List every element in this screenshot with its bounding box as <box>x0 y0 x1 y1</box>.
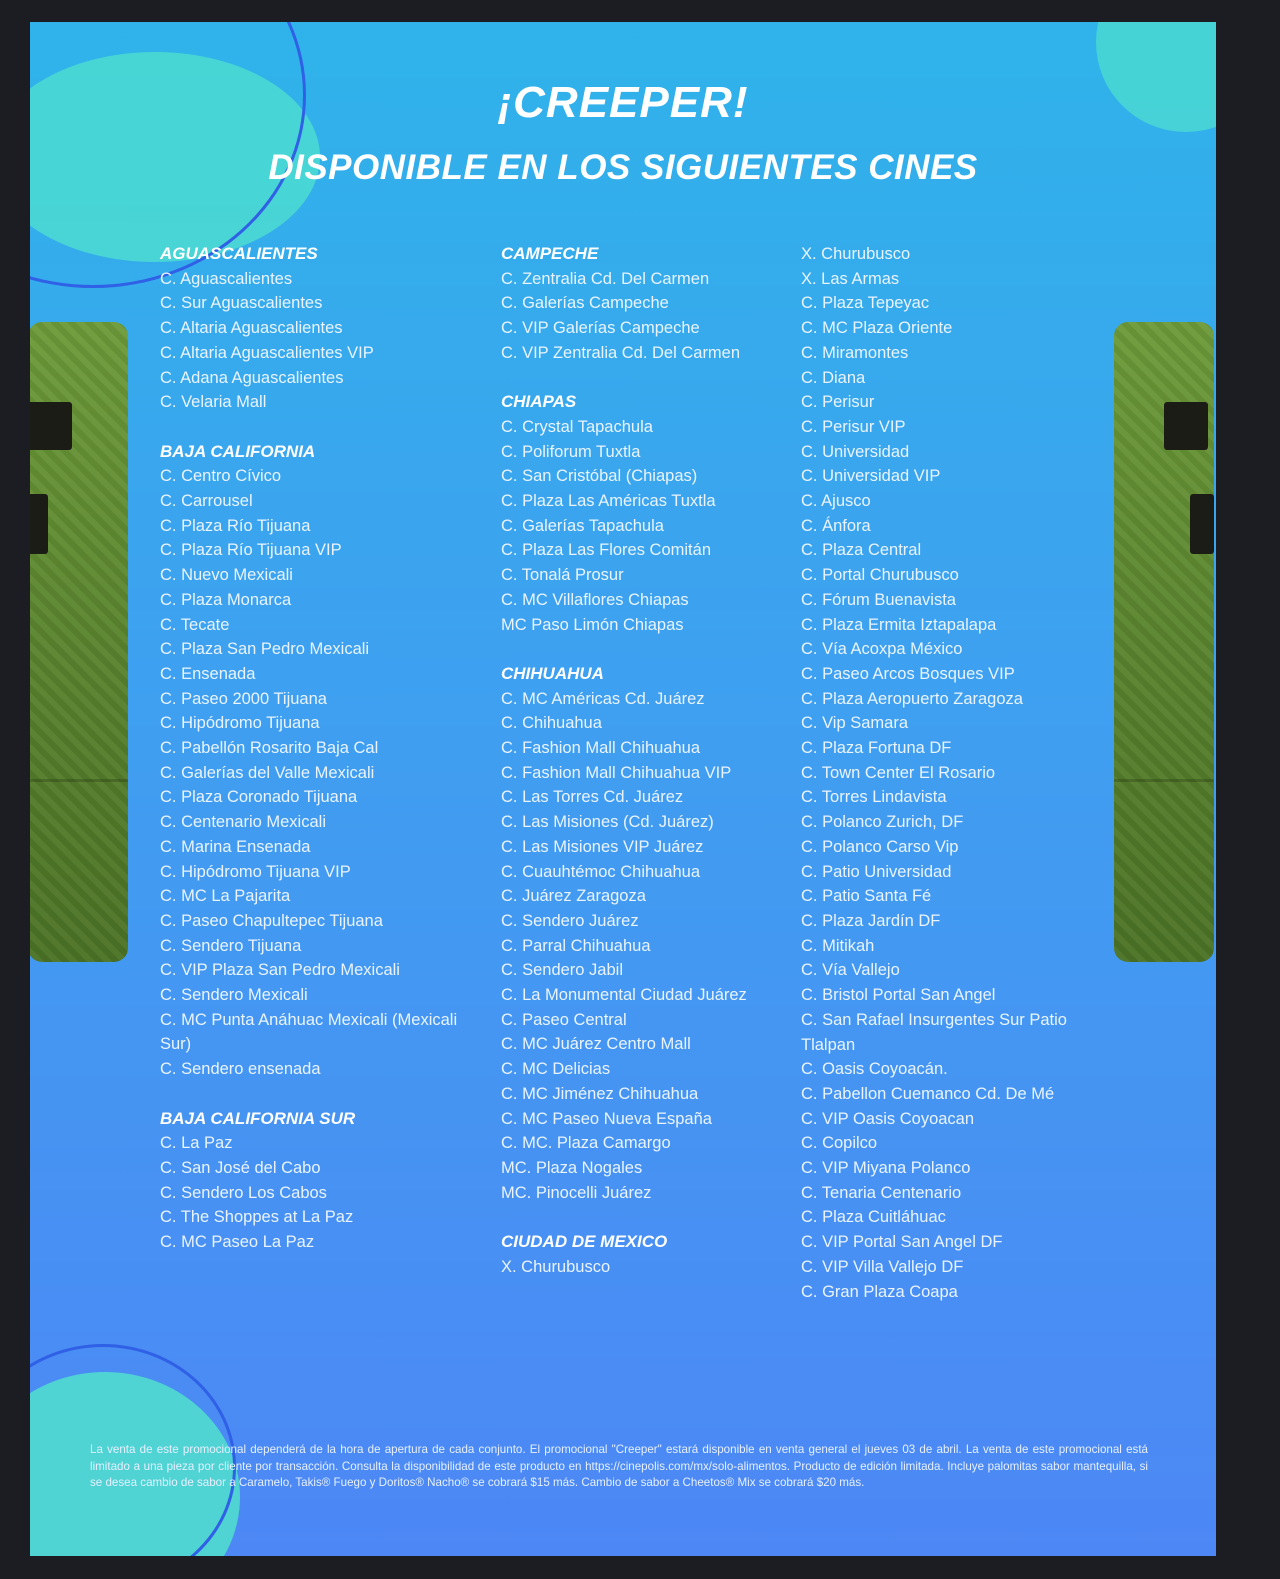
cinema-item: C. Mitikah <box>801 936 875 955</box>
cinema-item: C. VIP Oasis Coyoacan <box>801 1109 975 1128</box>
cinema-item: C. Town Center El Rosario <box>801 763 996 782</box>
cinema-item: C. Perisur <box>801 393 875 412</box>
state-section <box>501 242 791 366</box>
cinema-list <box>160 1131 460 1255</box>
cinema-item: C. Marina Ensenada <box>160 837 311 856</box>
cinema-item: C. Vía Vallejo <box>801 961 900 980</box>
cinema-item: C. VIP Zentralia Cd. Del Carmen <box>501 343 741 362</box>
cinema-list <box>501 687 791 1206</box>
section-gap <box>501 637 791 662</box>
cinema-item: C. MC Plaza Oriente <box>801 319 953 338</box>
cinema-item: C. Plaza Río Tijuana VIP <box>160 541 342 560</box>
creeper-figure-right <box>1114 322 1214 962</box>
section-gap <box>160 1082 460 1107</box>
cinema-item: C. Fashion Mall Chihuahua <box>501 738 701 757</box>
cinema-item: C. VIP Plaza San Pedro Mexicali <box>160 961 400 980</box>
cinema-item: C. Miramontes <box>801 343 909 362</box>
cinema-item: C. Oasis Coyoacán. <box>801 1060 948 1079</box>
state-section <box>801 242 1121 1304</box>
cinema-item: C. Sendero Jabil <box>501 961 623 980</box>
cinema-list <box>501 1255 791 1280</box>
cinema-item: MC. Plaza Nogales <box>501 1158 643 1177</box>
cinema-item: C. Sendero Tijuana <box>160 936 302 955</box>
poster-subtitle: DISPONIBLE EN LOS SIGUIENTES CINES <box>268 148 978 187</box>
cinema-item: C. Plaza Cuitláhuac <box>801 1208 946 1227</box>
cinema-item: C. Velaria Mall <box>160 393 267 412</box>
cinema-item: C. Chihuahua <box>501 714 602 733</box>
cinema-item: C. Plaza San Pedro Mexicali <box>160 640 370 659</box>
cinema-item: C. Polanco Zurich, DF <box>801 813 964 832</box>
cinema-item: C. Plaza Jardín DF <box>801 911 941 930</box>
cinema-item: C. Sendero ensenada <box>160 1060 321 1079</box>
cinema-item: C. Las Torres Cd. Juárez <box>501 788 684 807</box>
cinema-item: C. Ensenada <box>160 664 256 683</box>
cinema-item: C. Sur Aguascalientes <box>160 294 323 313</box>
cinema-column-1 <box>160 242 460 1255</box>
cinema-item: C. Hipódromo Tijuana <box>160 714 320 733</box>
cinema-item: C. Patio Universidad <box>801 862 952 881</box>
cinema-item: C. Plaza Las Américas Tuxtla <box>501 491 716 510</box>
cinema-item: C. Patio Santa Fé <box>801 887 932 906</box>
cinema-item: MC. Pinocelli Juárez <box>501 1183 652 1202</box>
cinema-item: C. Las Misiones (Cd. Juárez) <box>501 813 714 832</box>
cinema-item: C. VIP Villa Vallejo DF <box>801 1257 964 1276</box>
state-heading: BAJA CALIFORNIA SUR <box>160 1108 356 1128</box>
cinema-item: C. Galerías del Valle Mexicali <box>160 763 375 782</box>
cinema-item: C. Cuauhtémoc Chihuahua <box>501 862 701 881</box>
state-section <box>160 415 460 1082</box>
cinema-item: C. Paseo Central <box>501 1010 627 1029</box>
cinema-item: C. Vip Samara <box>801 714 908 733</box>
cinema-list <box>160 464 460 1082</box>
cinema-item: C. Plaza Las Flores Comitán <box>501 541 711 560</box>
state-section <box>501 637 791 1205</box>
cinema-item: C. Galerías Campeche <box>501 294 669 313</box>
cinema-item: C. Plaza Coronado Tijuana <box>160 788 358 807</box>
cinema-list <box>801 242 1121 1304</box>
cinema-item: C. Las Misiones VIP Juárez <box>501 837 704 856</box>
cinema-item: C. Paseo Chapultepec Tijuana <box>160 911 383 930</box>
cinema-item: C. Portal Churubusco <box>801 566 959 585</box>
cinema-item: C. Hipódromo Tijuana VIP <box>160 862 351 881</box>
creeper-mouth <box>30 494 48 554</box>
cinema-item: C. Crystal Tapachula <box>501 417 653 436</box>
cinema-item: C. MC. Plaza Camargo <box>501 1134 671 1153</box>
cinema-item: C. Plaza Central <box>801 541 922 560</box>
cinema-item: C. San Cristóbal (Chiapas) <box>501 467 698 486</box>
state-section <box>501 366 791 638</box>
cinema-item: C. Plaza Fortuna DF <box>801 739 952 758</box>
cinema-item: C. Universidad VIP <box>801 467 941 486</box>
cinema-list <box>160 267 460 415</box>
legal-disclaimer: La venta de este promocional dependerá de la hora de apertura de cada conjunto. El promocional "Creeper" estará disponible en venta general el jueves 03 de abril. La venta de este promocional está limitado a una pieza por cliente por transacción. Consulta la disponibilidad de este producto en https://cinepolis.com/mx/solo-alimentos. Producto de edición limitada. Incluye palomitas sabor mantequilla, si se desea cambio de sabor a Caramelo, Takis® Fuego y Doritos® Nacho® se cobrará $15 más. Cambio de sabor a Cheetos® Mix se cobrará $20 más. <box>90 1443 1148 1489</box>
cinema-item: C. Torres Lindavista <box>801 788 947 807</box>
cinema-item: C. Copilco <box>801 1134 878 1153</box>
state-heading: CAMPECHE <box>501 244 599 263</box>
cinema-item: X. Churubusco <box>801 245 911 263</box>
cinema-item: C. MC Punta Anáhuac Mexicali (Mexicali Sur) <box>160 1010 458 1054</box>
cinema-item: C. Altaria Aguascalientes VIP <box>160 343 374 362</box>
cinema-item: C. Tecate <box>160 615 230 634</box>
cinema-item: C. Aguascalientes <box>160 269 293 288</box>
cinema-item: C. Plaza Aeropuerto Zaragoza <box>801 689 1023 708</box>
cinema-item: C. Parral Chihuahua <box>501 936 651 955</box>
cinema-item: C. Poliforum Tuxtla <box>501 442 641 461</box>
cinema-item: C. Ánfora <box>801 516 871 535</box>
cinema-item: C. Paseo 2000 Tijuana <box>160 689 327 708</box>
cinema-item: C. Zentralia Cd. Del Carmen <box>501 269 710 288</box>
cinema-item: C. MC Paseo Nueva España <box>501 1109 712 1128</box>
cinema-item: C. Diana <box>801 368 866 387</box>
cinema-item: C. Sendero Los Cabos <box>160 1183 327 1202</box>
cinema-item: C. Centro Cívico <box>160 467 282 486</box>
cinema-item: C. MC Juárez Centro Mall <box>501 1035 691 1054</box>
creeper-mouth <box>1190 494 1214 554</box>
cinema-item: C. MC Delicias <box>501 1060 611 1079</box>
cinema-item: C. Fashion Mall Chihuahua VIP <box>501 763 732 782</box>
cinema-item: C. Bristol Portal San Angel <box>801 986 996 1005</box>
cinema-item: C. Tonalá Prosur <box>501 566 624 585</box>
cinema-item: X. Churubusco <box>501 1257 611 1276</box>
cinema-item: C. Plaza Río Tijuana <box>160 516 311 535</box>
cinema-item: C. Sendero Juárez <box>501 911 639 930</box>
state-heading: AGUASCALIENTES <box>160 244 318 263</box>
cinema-list <box>501 415 791 637</box>
cinema-item: C. Plaza Ermita Iztapalapa <box>801 615 997 634</box>
section-gap <box>160 415 460 440</box>
cinema-item: C. Pabellon Cuemanco Cd. De Mé <box>801 1084 1055 1103</box>
cinema-item: C. Sendero Mexicali <box>160 986 308 1005</box>
cinema-item: C. Paseo Arcos Bosques VIP <box>801 664 1015 683</box>
creeper-eye <box>1164 402 1208 450</box>
cinema-item: C. Adana Aguascalientes <box>160 368 344 387</box>
state-heading: CHIHUAHUA <box>501 663 604 683</box>
cinema-item: C. Polanco Carso Vip <box>801 837 959 856</box>
cinema-column-3 <box>801 242 1121 1304</box>
state-section <box>501 1205 791 1279</box>
cinema-item: C. MC Jiménez Chihuahua <box>501 1084 699 1103</box>
cinema-item: C. La Paz <box>160 1134 233 1153</box>
cinema-column-2 <box>501 242 791 1279</box>
creeper-eye <box>30 402 72 450</box>
cinema-item: C. Perisur VIP <box>801 417 906 436</box>
cinema-item: C. Carrousel <box>160 491 253 510</box>
poster-title: ¡CREEPER! <box>497 78 749 127</box>
cinema-item: C. VIP Galerías Campeche <box>501 319 700 338</box>
cinema-item: C. San José del Cabo <box>160 1158 321 1177</box>
cinema-item: C. MC Villaflores Chiapas <box>501 590 689 609</box>
state-heading: CHIAPAS <box>501 392 577 412</box>
cinema-item: C. Fórum Buenavista <box>801 590 956 609</box>
cinema-item: C. Tenaria Centenario <box>801 1183 962 1202</box>
cinema-item: C. Centenario Mexicali <box>160 813 326 832</box>
cinema-item: C. Altaria Aguascalientes <box>160 319 343 338</box>
cinema-item: C. Nuevo Mexicali <box>160 566 293 585</box>
cinema-item: C. Ajusco <box>801 492 871 511</box>
section-gap <box>501 366 791 391</box>
cinema-item: C. San Rafael Insurgentes Sur Patio Tlalpan <box>801 1010 1067 1054</box>
state-section <box>160 1082 460 1255</box>
creeper-leg <box>1114 779 1214 962</box>
cinema-item: C. Galerías Tapachula <box>501 516 664 535</box>
cinema-item: C. La Monumental Ciudad Juárez <box>501 986 747 1005</box>
promo-poster <box>30 22 1216 1556</box>
cinema-item: C. The Shoppes at La Paz <box>160 1208 354 1227</box>
cinema-item: C. Universidad <box>801 442 910 461</box>
cinema-item: C. VIP Miyana Polanco <box>801 1159 971 1178</box>
cinema-item: C. Gran Plaza Coapa <box>801 1282 958 1301</box>
cinema-item: X. Las Armas <box>801 269 900 288</box>
cinema-item: C. MC La Pajarita <box>160 887 291 906</box>
cinema-item: MC Paso Limón Chiapas <box>501 615 684 634</box>
section-gap <box>501 1205 791 1230</box>
state-heading: BAJA CALIFORNIA <box>160 441 316 461</box>
cinema-item: C. VIP Portal San Angel DF <box>801 1233 1003 1252</box>
cinema-item: C. Juárez Zaragoza <box>501 887 646 906</box>
cinema-item: C. Vía Acoxpa México <box>801 640 963 659</box>
cinema-item: C. Plaza Tepeyac <box>801 294 930 313</box>
creeper-leg <box>30 779 128 962</box>
creeper-figure-left <box>30 322 128 962</box>
cinema-item: C. Pabellón Rosarito Baja Cal <box>160 739 379 758</box>
cinema-item: C. MC Américas Cd. Juárez <box>501 689 705 708</box>
state-section <box>160 242 460 415</box>
cinema-item: C. MC Paseo La Paz <box>160 1233 315 1252</box>
cinema-list <box>501 267 791 366</box>
cinema-item: C. Plaza Monarca <box>160 590 292 609</box>
state-heading: CIUDAD DE MEXICO <box>501 1232 668 1252</box>
